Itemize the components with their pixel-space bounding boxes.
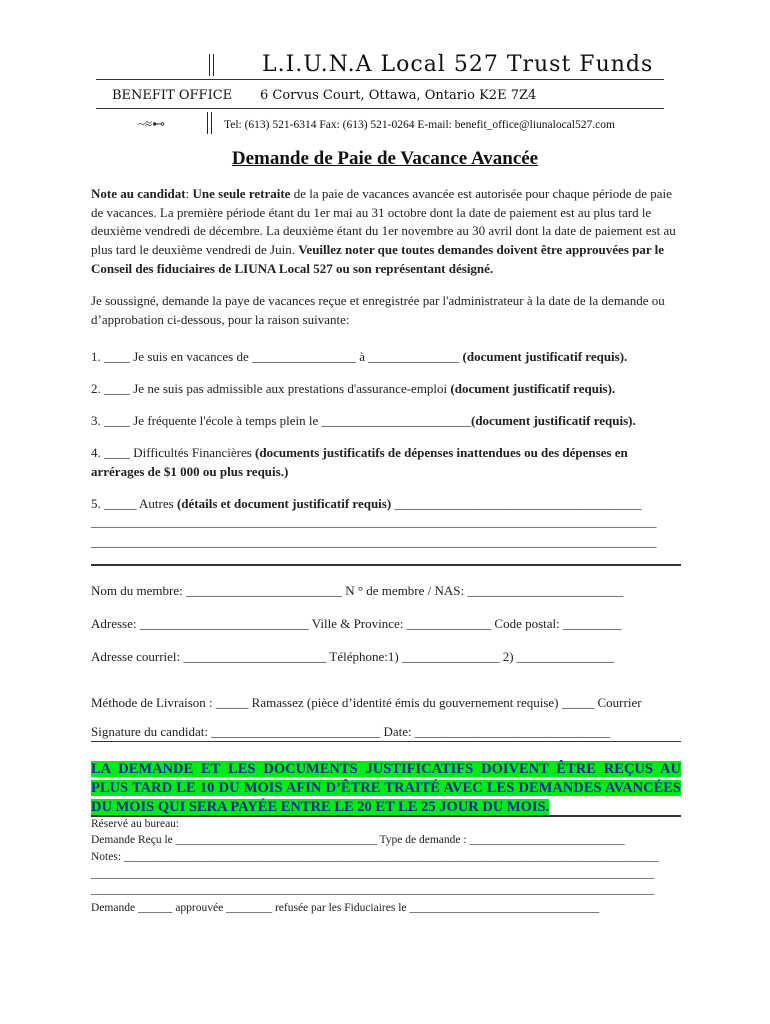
- notes-field[interactable]: Notes: _____________________________________________________________________________________________: [91, 851, 659, 863]
- header-divider-bar: [213, 54, 214, 76]
- member-address-field[interactable]: Adresse: __________________________ Ville & Province: _____________ Code postal: _________: [91, 616, 622, 631]
- option-requirement: (documents justificatifs de dépenses inattendues ou des dépenses en arrérages de $1 000 ou plus requis.): [91, 445, 628, 479]
- option-requirement: (document justificatif requis).: [470, 413, 636, 428]
- option-text: 3. ____ Je fréquente l'école à temps plein le _______________________: [91, 413, 471, 428]
- option-text: 5. _____ Autres: [91, 496, 177, 511]
- note-lead: Note au candidat: [91, 186, 186, 201]
- option-ei-ineligible[interactable]: [91, 381, 615, 397]
- ornament-icon: ~≈⊷: [138, 116, 166, 131]
- note-paragraph: [91, 185, 681, 279]
- other-details-line[interactable]: _______________________________________________________________________________________: [91, 514, 657, 529]
- member-name-field[interactable]: Nom du membre: ________________________ N ° de membre / NAS: ________________________: [91, 583, 624, 598]
- option-requirement: (document justificatif requis).: [462, 349, 628, 364]
- note-bold-single: Une seule retraite: [192, 186, 291, 201]
- benefit-office-label: BENEFIT OFFICE: [112, 88, 233, 103]
- option-other[interactable]: [91, 496, 641, 512]
- deadline-banner-text: LA DEMANDE ET LES DOCUMENTS JUSTIFICATIFS DOIVENT ÊTRE REÇUS AU PLUS TARD LE 10 DU MOIS AFIN D’ÊTRE TRAITÉ AVEC LES DEMANDES AVANCÉES DU MOIS QUI SERA PAYÉE ENTRE LE 20 ET LE 25 JOUR DU MOIS.: [91, 761, 681, 815]
- header-divider-bar: [209, 54, 210, 76]
- received-date-field[interactable]: Demande Reçu le ___________________________________ Type de demande : ___________________________: [91, 834, 625, 846]
- intro-paragraph: Je soussigné, demande la paye de vacances reçue et enregistrée par l'administrateur à la date de la demande ou d’approbation ci-dessous, pour la raison suivante:: [91, 293, 665, 327]
- option-requirement: (détails et document justificatif requis): [176, 496, 392, 511]
- signature-field[interactable]: Signature du candidat: __________________________ Date: ______________________________: [91, 724, 610, 739]
- option-school[interactable]: [91, 413, 636, 429]
- other-details-line[interactable]: _______________________________________________________________________________________: [91, 534, 657, 549]
- deadline-banner: [91, 760, 681, 817]
- note-text: de la paie de vacances avancée est autorisée pour chaque période de paie de vacances. La première période étant du 1er mai au 31 octobre dont la date de paiement est au plus tard le deuxième vendredi de décembre. La deuxième étant du 1er novembre au 30 avril dont la date de paiement est au plus tard le deuxième vendredi de Juin.: [91, 186, 676, 258]
- header-divider-bar: [211, 112, 212, 134]
- option-requirement: (document justificatif requis).: [450, 381, 616, 396]
- option-financial-hardship[interactable]: [91, 444, 681, 481]
- document-title: Demande de Paie de Vacance Avancée: [231, 148, 539, 169]
- header-rule: [96, 79, 664, 80]
- note-colon: :: [185, 186, 193, 201]
- header-address: 6 Corvus Court, Ottawa, Ontario K2E 7Z4: [260, 88, 537, 103]
- header-divider-bar: [207, 112, 208, 134]
- section-rule: [91, 741, 681, 742]
- section-rule: [91, 815, 681, 817]
- option-blank: ______________________________________: [391, 496, 642, 511]
- option-vacation[interactable]: [91, 349, 627, 365]
- notes-line[interactable]: __________________________________________________________________________________________________: [91, 884, 655, 896]
- header-contact: Tel: (613) 521-6314 Fax: (613) 521-0264 E-mail: benefit_office@liunalocal527.com: [224, 119, 615, 131]
- option-text: 2. ____ Je ne suis pas admissible aux prestations d'assurance-emploi: [91, 381, 451, 396]
- header-rule: [96, 108, 664, 109]
- delivery-method-field[interactable]: Méthode de Livraison : _____ Ramassez (pièce d’identité émis du gouvernement requise) _____ Courrier: [91, 695, 642, 710]
- note-bold-approval: Veuillez noter que toutes demandes doivent être approuvées par le Conseil des fiduciaires de LIUNA Local 527 ou son représentant désigné.: [91, 242, 665, 276]
- member-email-phone-field[interactable]: Adresse courriel: ______________________ Téléphone:1) _______________ 2) _______________: [91, 649, 615, 664]
- office-use-label: Réservé au bureau:: [91, 818, 180, 830]
- notes-line[interactable]: __________________________________________________________________________________________________: [91, 868, 655, 880]
- option-text: 1. ____ Je suis en vacances de ________________ à ______________: [91, 349, 463, 364]
- header-title: L.I.U.N.A Local 527 Trust Funds: [262, 52, 654, 77]
- option-text: 4. ____ Difficultés Financières: [91, 445, 256, 460]
- section-rule: [91, 564, 681, 566]
- decision-field[interactable]: Demande ______ approuvée ________ refusée par les Fiduciaires le _________________________________: [91, 902, 600, 914]
